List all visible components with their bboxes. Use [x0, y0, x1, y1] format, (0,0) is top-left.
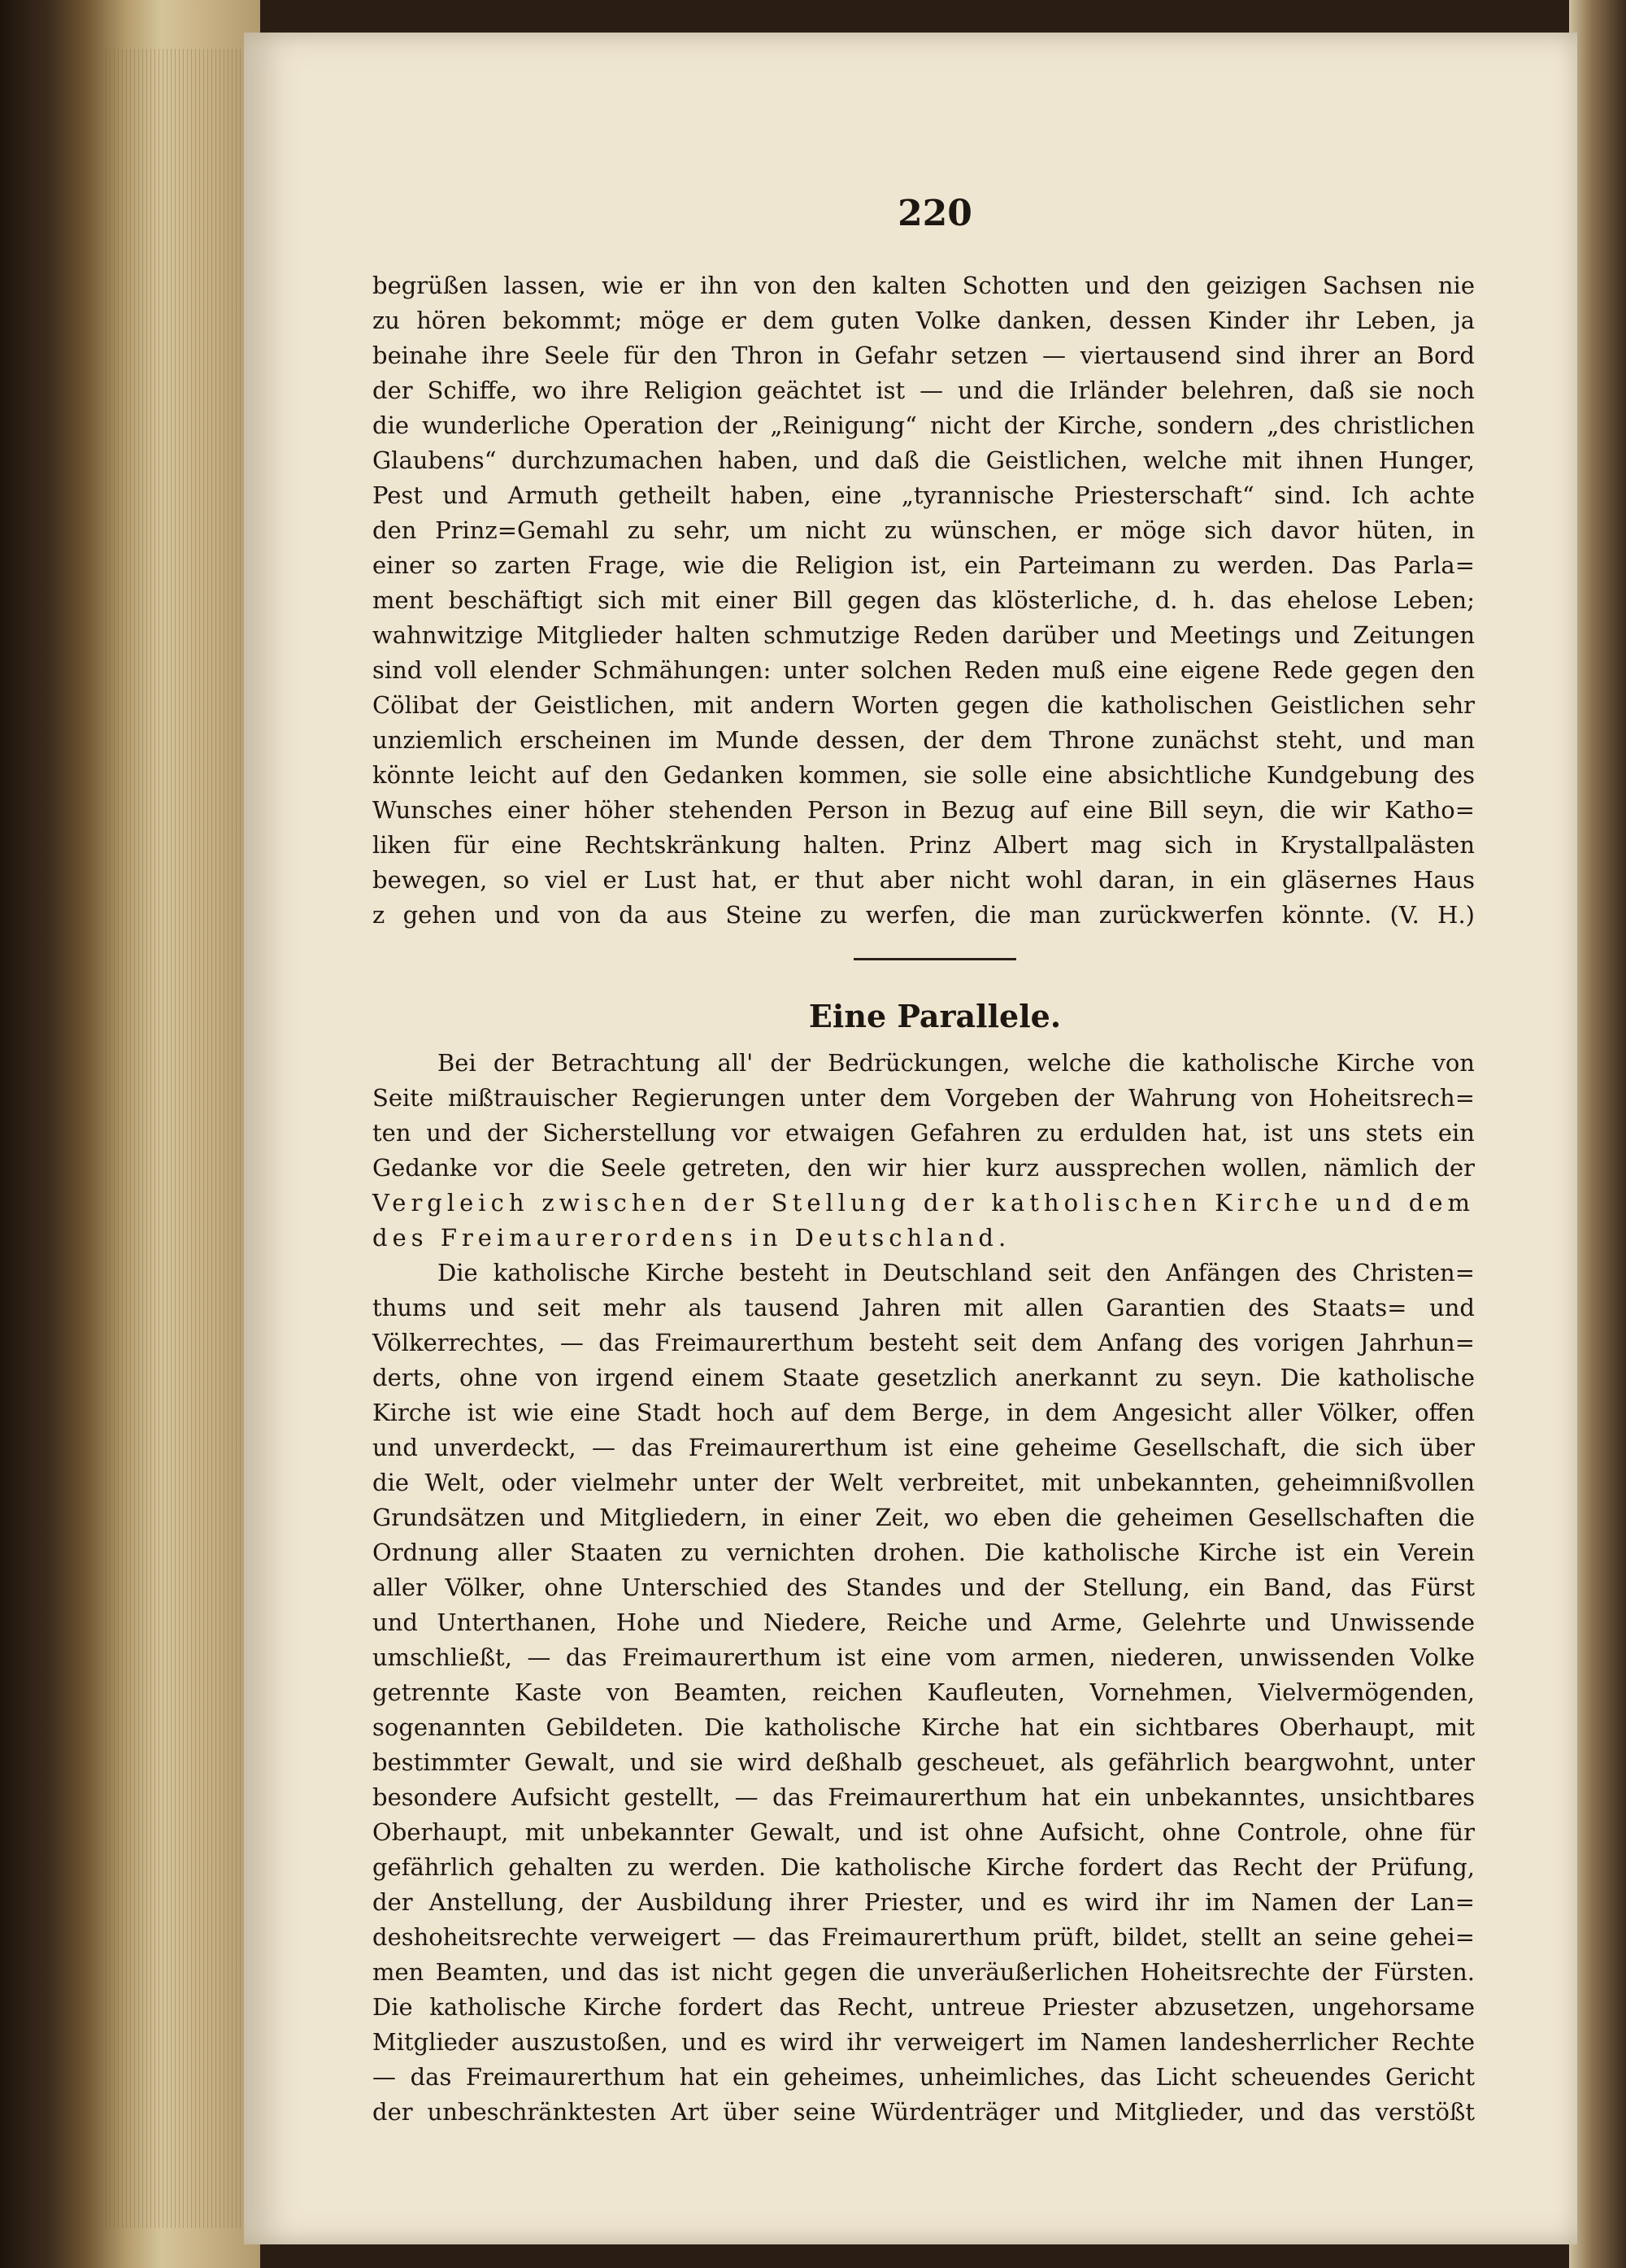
text-line: Kirche ist wie eine Stadt hoch auf dem Berge, in dem Angesicht aller Völker, offen [372, 1399, 1475, 1426]
text-line: Pest und Armuth getheilt haben, eine „tyrannische Priesterschaft“ sind. Ich achte [372, 481, 1475, 509]
text-line: Grundsätzen und Mitgliedern, in einer Zeit, wo eben die geheimen Gesellschaften die [372, 1504, 1475, 1531]
text-line: deshoheitsrechte verweigert — das Freimaurerthum prüft, bildet, stellt an seine gehei= [372, 1923, 1475, 1951]
text-line: unziemlich erscheinen im Munde dessen, der dem Throne zunächst steht, und man [372, 726, 1475, 754]
text-line: aller Völker, ohne Unterschied des Standes und der Stellung, ein Band, das Fürst [372, 1574, 1475, 1601]
section-heading: Eine Parallele. [808, 998, 1062, 1034]
page-stack-lines [106, 49, 252, 2228]
text-line: umschließt, — das Freimaurerthum ist eine vom armen, niederen, unwissenden Volke [372, 1643, 1475, 1671]
text-line: Seite mißtrauischer Regierungen unter dem Vorgeben der Wahrung von Hoheitsrech= [372, 1084, 1475, 1112]
text-line: liken für eine Rechtskränkung halten. Prinz Albert mag sich in Krystallpalästen [372, 831, 1475, 859]
text-line: Vergleich zwischen der Stellung der katholischen Kirche und dem [372, 1189, 1475, 1217]
text-line: wahnwitzige Mitglieder halten schmutzige Reden darüber und Meetings und Zeitungen [372, 621, 1475, 649]
text-line: einer so zarten Frage, wie die Religion ist, ein Parteimann zu werden. Das Parla= [372, 551, 1475, 579]
text-line: getrennte Kaste von Beamten, reichen Kaufleuten, Vornehmen, Vielvermögenden, [372, 1678, 1475, 1706]
next-page-edge [1569, 0, 1626, 2268]
text-line: bewegen, so viel er Lust hat, er thut aber nicht wohl daran, in ein gläsernes Haus [372, 866, 1475, 894]
text-line: derts, ohne von irgend einem Staate gesetzlich anerkannt zu seyn. Die katholische [372, 1364, 1475, 1391]
book-page-edges [0, 0, 260, 2268]
text-line: Oberhaupt, mit unbekannter Gewalt, und ist ohne Aufsicht, ohne Controle, ohne für [372, 1818, 1475, 1846]
text-line: der Schiffe, wo ihre Religion geächtet ist — und die Irländer belehren, daß sie noch [372, 377, 1475, 404]
text-line: sind voll elender Schmähungen: unter solchen Reden muß eine eigene Rede gegen den [372, 656, 1475, 684]
text-line: beinahe ihre Seele für den Thron in Gefahr setzen — viertausend sind ihrer an Bord [372, 342, 1475, 369]
text-line: der unbeschränktesten Art über seine Würdenträger und Mitglieder, und das verstößt [372, 2098, 1475, 2126]
text-line: — das Freimaurerthum hat ein geheimes, unheimliches, das Licht scheuendes Gericht [372, 2063, 1475, 2091]
text-line: der Anstellung, der Ausbildung ihrer Priester, und es wird ihr im Namen der Lan= [372, 1888, 1475, 1916]
text-line: bestimmter Gewalt, und sie wird deßhalb gescheuet, als gefährlich beargwohnt, unter [372, 1748, 1475, 1776]
text-line: die wunderliche Operation der „Reinigung“ nicht der Kirche, sondern „des christlichen [372, 411, 1475, 439]
text-line: ment beschäftigt sich mit einer Bill gegen das klösterliche, d. h. das ehelose Leben; [372, 586, 1475, 614]
page-number: 220 [898, 193, 972, 234]
text-line: Glaubens“ durchzumachen haben, und daß die Geistlichen, welche mit ihnen Hunger, [372, 446, 1475, 474]
text-line: ten und der Sicherstellung vor etwaigen Gefahren zu erdulden hat, ist uns stets ein [372, 1119, 1475, 1147]
text-line: Völkerrechtes, — das Freimaurerthum besteht seit dem Anfang des vorigen Jahrhun= [372, 1329, 1475, 1356]
text-line: sogenannten Gebildeten. Die katholische Kirche hat ein sichtbares Oberhaupt, mit [372, 1713, 1475, 1741]
text-line: Gedanke vor die Seele getreten, den wir hier kurz aussprechen wollen, nämlich der [372, 1154, 1475, 1182]
text-line: und Unterthanen, Hohe und Niedere, Reiche und Arme, Gelehrte und Unwissende [372, 1608, 1475, 1636]
text-line: z gehen und von da aus Steine zu werfen, die man zurückwerfen könnte. (V. H.) [372, 901, 1475, 929]
text-line: zu hören bekommt; möge er dem guten Volke danken, dessen Kinder ihr Leben, ja [372, 307, 1475, 334]
text-line: Ordnung aller Staaten zu vernichten drohen. Die katholische Kirche ist ein Verein [372, 1539, 1475, 1566]
text-line: besondere Aufsicht gestellt, — das Freimaurerthum hat ein unbekanntes, unsichtbares [372, 1783, 1475, 1811]
text-line: Cölibat der Geistlichen, mit andern Worten gegen die katholischen Geistlichen sehr [372, 691, 1475, 719]
text-line: thums und seit mehr als tausend Jahren mit allen Garantien des Staats= und [372, 1294, 1475, 1321]
text-line: Die katholische Kirche fordert das Recht, untreue Priester abzusetzen, ungehorsame [372, 1993, 1475, 2021]
text-line: könnte leicht auf den Gedanken kommen, sie solle eine absichtliche Kundgebung des [372, 761, 1475, 789]
text-line: begrüßen lassen, wie er ihn von den kalten Schotten und den geizigen Sachsen nie [372, 272, 1475, 299]
text-line: und unverdeckt, — das Freimaurerthum ist eine geheime Gesellschaft, die sich über [372, 1434, 1475, 1461]
text-line: die Welt, oder vielmehr unter der Welt verbreitet, mit unbekannten, geheimnißvollen [372, 1469, 1475, 1496]
text-line: Die katholische Kirche besteht in Deutschland seit den Anfängen des Christen= [437, 1259, 1475, 1286]
text-line: Bei der Betrachtung all' der Bedrückungen, welche die katholische Kirche von [437, 1049, 1475, 1077]
text-line: den Prinz=Gemahl zu sehr, um nicht zu wünschen, er möge sich davor hüten, in [372, 516, 1475, 544]
section-divider [854, 958, 1016, 960]
text-line: Wunsches einer höher stehenden Person in Bezug auf eine Bill seyn, die wir Katho= [372, 796, 1475, 824]
text-line: des Freimaurerordens in Deutschland. [372, 1224, 1011, 1252]
text-line: Mitglieder auszustoßen, und es wird ihr verweigert im Namen landesherrlicher Rechte [372, 2028, 1475, 2056]
text-line: men Beamten, und das ist nicht gegen die unveräußerlichen Hoheitsrechte der Fürsten. [372, 1958, 1475, 1986]
text-line: gefährlich gehalten zu werden. Die katholische Kirche fordert das Recht der Prüfung, [372, 1853, 1475, 1881]
